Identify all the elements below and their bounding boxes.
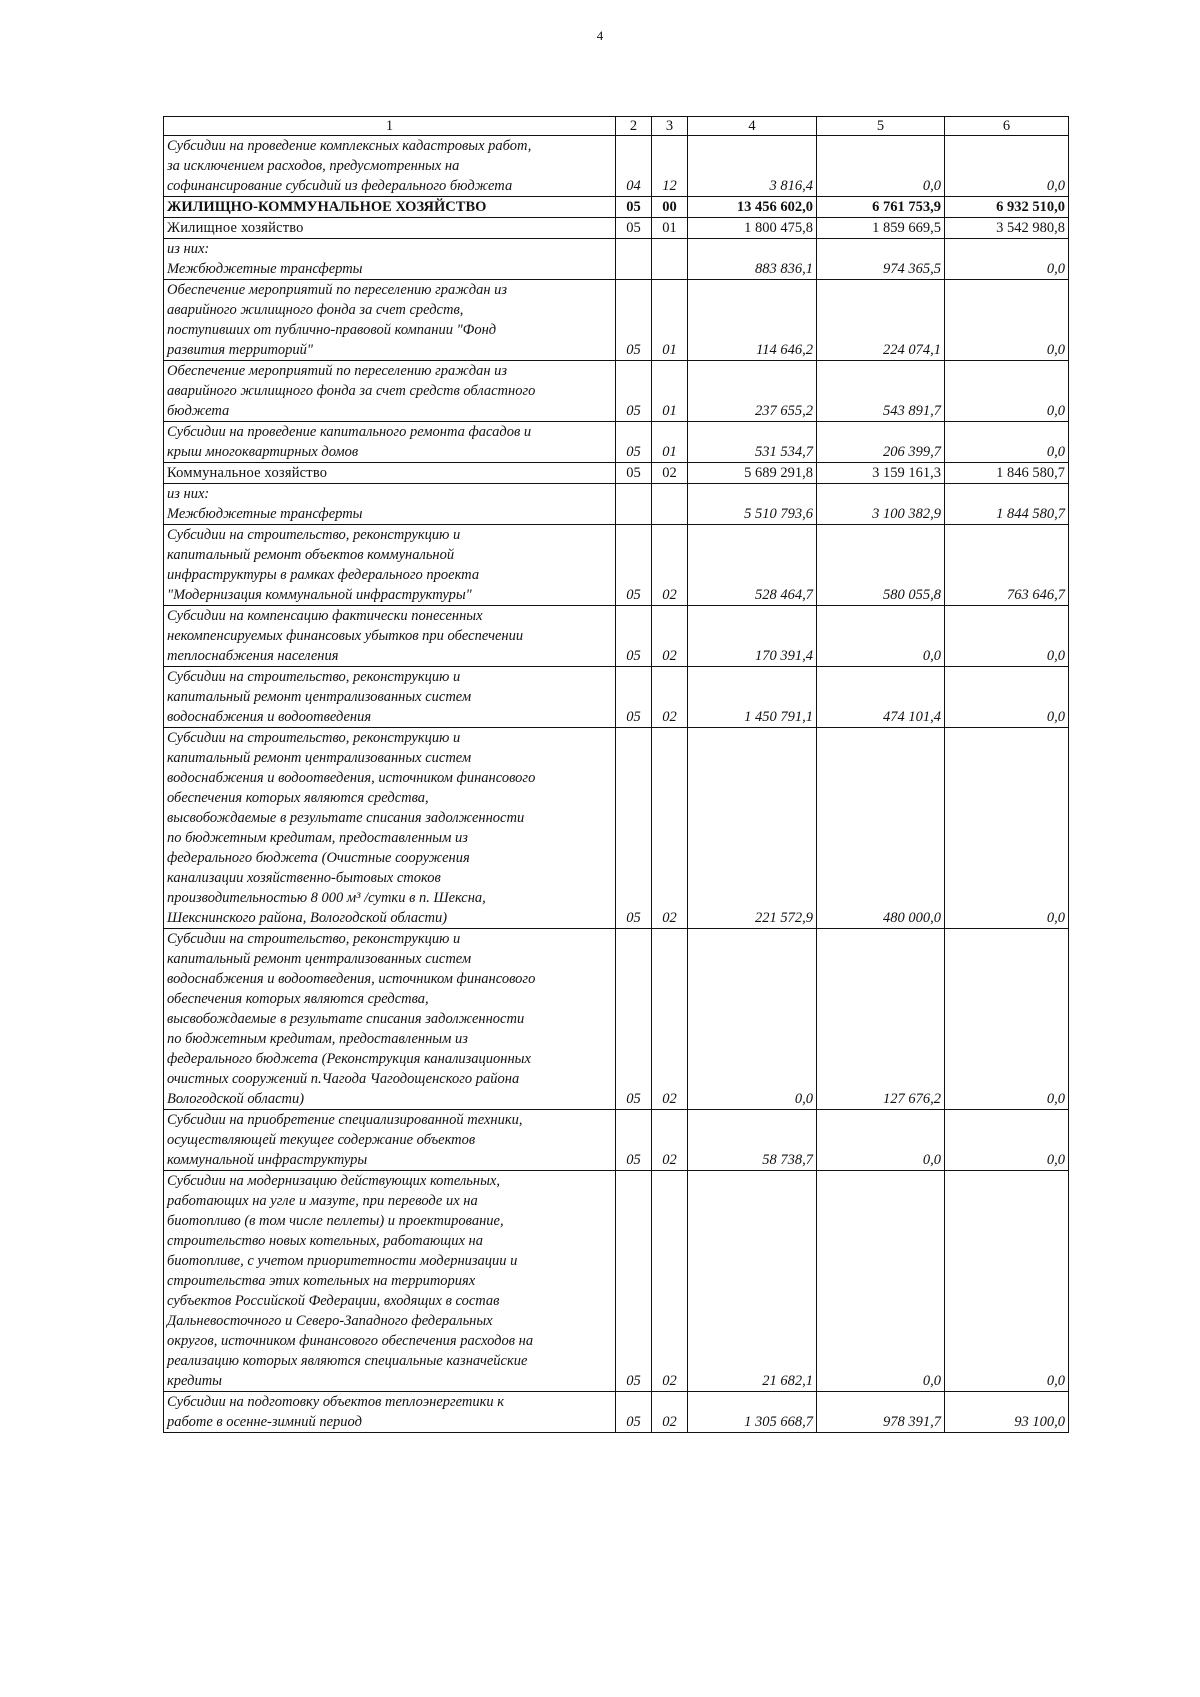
row-title-line: некомпенсируемых финансовых убытков при обеспечении [167, 628, 524, 644]
subsection-code-cell: 12 [652, 136, 688, 197]
header-cell: 6 [945, 117, 1069, 136]
subsection-code-cell: 02 [652, 525, 688, 606]
row-title-cell [164, 728, 616, 929]
section-code-cell: 05 [616, 525, 652, 606]
amount-col6-cell: 1 846 580,7 [945, 463, 1069, 484]
subsection-code-cell: 02 [652, 463, 688, 484]
section-code-cell: 05 [616, 1392, 652, 1433]
row-title-line: осуществляющей текущее содержание объектов [167, 1132, 476, 1148]
section-code-cell: 04 [616, 136, 652, 197]
amount-col5-cell: 224 074,1 [817, 280, 945, 361]
amount-col5-cell: 0,0 [817, 1171, 945, 1392]
table-row [164, 197, 1069, 218]
row-title-line: по бюджетным кредитам, предоставленным из [167, 830, 468, 846]
amount-col4-cell: 58 738,7 [688, 1110, 817, 1171]
table-row [164, 422, 1069, 463]
row-title-line: высвобождаемые в результате списания задолженности [167, 810, 525, 826]
row-title-line: капитальный ремонт централизованных систем [167, 750, 472, 766]
row-title-cell [164, 606, 616, 667]
amount-col5-cell: 974 365,5 [817, 239, 945, 280]
amount-col6-cell: 763 646,7 [945, 525, 1069, 606]
row-title-line: высвобождаемые в результате списания задолженности [167, 1011, 525, 1027]
row-title-cell [164, 361, 616, 422]
amount-col5-cell: 3 100 382,9 [817, 484, 945, 525]
row-title-line: аварийного жилищного фонда за счет средств, [167, 302, 464, 318]
subsection-code-cell: 00 [652, 197, 688, 218]
section-code-cell: 05 [616, 728, 652, 929]
table-row [164, 1171, 1069, 1392]
row-title-line: Вологодской области) [167, 1091, 305, 1107]
row-title-cell [164, 422, 616, 463]
row-title-line: по бюджетным кредитам, предоставленным из [167, 1031, 468, 1047]
row-title-line: Субсидии на подготовку объектов теплоэнергетики к [167, 1394, 505, 1410]
row-title-line: водоснабжения и водоотведения, источником финансового [167, 770, 536, 786]
table-body [164, 136, 1069, 1433]
amount-col4-cell: 5 689 291,8 [688, 463, 817, 484]
row-title-line: Межбюджетные трансферты [167, 506, 363, 522]
table-row [164, 525, 1069, 606]
amount-col4-cell: 21 682,1 [688, 1171, 817, 1392]
table-row [164, 728, 1069, 929]
amount-col4-cell: 1 800 475,8 [688, 218, 817, 239]
row-title-line: Обеспечение мероприятий по переселению граждан из [167, 282, 508, 298]
row-title-line: обеспечения которых являются средства, [167, 991, 429, 1007]
amount-col4-cell: 1 450 791,1 [688, 667, 817, 728]
subsection-code-cell: 02 [652, 667, 688, 728]
section-code-cell: 05 [616, 1110, 652, 1171]
row-title-line: инфраструктуры в рамках федерального проекта [167, 567, 480, 583]
table-row [164, 463, 1069, 484]
row-title-line: Дальневосточного и Северо-Западного федеральных [167, 1313, 493, 1329]
table-row [164, 280, 1069, 361]
row-title-line: обеспечения которых являются средства, [167, 790, 429, 806]
header-cell: 5 [817, 117, 945, 136]
section-code-cell: 05 [616, 1171, 652, 1392]
row-title-cell [164, 1110, 616, 1171]
row-title-line: канализации хозяйственно-бытовых стоков [167, 870, 441, 886]
amount-col4-cell: 237 655,2 [688, 361, 817, 422]
section-code-cell: 05 [616, 667, 652, 728]
amount-col6-cell: 1 844 580,7 [945, 484, 1069, 525]
header-row [164, 117, 1069, 136]
amount-col6-cell: 0,0 [945, 239, 1069, 280]
row-title-cell [164, 667, 616, 728]
row-title-line: Шекснинского района, Вологодской области) [167, 910, 448, 926]
header-cell: 4 [688, 117, 817, 136]
amount-col4-cell: 1 305 668,7 [688, 1392, 817, 1433]
section-code-cell: 05 [616, 280, 652, 361]
amount-col4-cell: 170 391,4 [688, 606, 817, 667]
row-title-line: коммунальной инфраструктуры [167, 1152, 368, 1168]
amount-col6-cell: 0,0 [945, 1171, 1069, 1392]
row-title-line: развития территорий" [167, 342, 314, 358]
row-title-line: Субсидии на строительство, реконструкцию и [167, 669, 461, 685]
row-title-line: из них: [167, 486, 210, 502]
row-title-line: строительства этих котельных на территориях [167, 1273, 476, 1289]
row-title-line: поступивших от публично-правовой компании "Фонд [167, 322, 497, 338]
amount-col6-cell: 93 100,0 [945, 1392, 1069, 1433]
row-title-cell [164, 136, 616, 197]
row-title-line: теплоснабжения населения [167, 648, 339, 664]
section-code-cell: 05 [616, 463, 652, 484]
row-title-line: производительностью 8 000 м³ /сутки в п. Шексна, [167, 890, 486, 906]
subsection-code-cell [652, 239, 688, 280]
table-row [164, 361, 1069, 422]
amount-col6-cell: 0,0 [945, 1110, 1069, 1171]
amount-col6-cell: 0,0 [945, 422, 1069, 463]
row-title-line: Коммунальное хозяйство [167, 465, 328, 481]
row-title-line: капитальный ремонт централизованных систем [167, 689, 472, 705]
row-title-line: за исключением расходов, предусмотренных на [167, 158, 460, 174]
row-title-cell [164, 280, 616, 361]
row-title-cell [164, 1171, 616, 1392]
table-row [164, 667, 1069, 728]
row-title-line: "Модернизация коммунальной инфраструктуры" [167, 587, 472, 603]
row-title-cell [164, 484, 616, 525]
amount-col5-cell: 543 891,7 [817, 361, 945, 422]
header-cell: 1 [164, 117, 616, 136]
subsection-code-cell: 02 [652, 728, 688, 929]
row-title-line: капитальный ремонт централизованных систем [167, 951, 472, 967]
row-title-line: Субсидии на проведение комплексных кадастровых работ, [167, 138, 532, 154]
subsection-code-cell: 02 [652, 1171, 688, 1392]
amount-col5-cell: 127 676,2 [817, 929, 945, 1110]
row-title-line: работающих на угле и мазуте, при переводе их на [167, 1193, 478, 1209]
row-title-line: аварийного жилищного фонда за счет средств областного [167, 383, 536, 399]
amount-col5-cell: 6 761 753,9 [817, 197, 945, 218]
amount-col6-cell: 0,0 [945, 136, 1069, 197]
amount-col6-cell: 0,0 [945, 929, 1069, 1110]
table-row [164, 218, 1069, 239]
amount-col5-cell: 474 101,4 [817, 667, 945, 728]
row-title-line: Субсидии на строительство, реконструкцию и [167, 931, 461, 947]
subsection-code-cell: 01 [652, 361, 688, 422]
row-title-line: очистных сооружений п.Чагода Чагодощенского района [167, 1071, 520, 1087]
section-code-cell: 05 [616, 361, 652, 422]
table-row [164, 1110, 1069, 1171]
row-title-line: работе в осенне-зимний период [167, 1414, 362, 1430]
subsection-code-cell: 02 [652, 1110, 688, 1171]
header-cell: 3 [652, 117, 688, 136]
row-title-line: Субсидии на приобретение специализированной техники, [167, 1112, 523, 1128]
row-title-cell [164, 1392, 616, 1433]
table-row [164, 484, 1069, 525]
row-title-line: Межбюджетные трансферты [167, 261, 363, 277]
amount-col5-cell: 3 159 161,3 [817, 463, 945, 484]
amount-col5-cell: 1 859 669,5 [817, 218, 945, 239]
amount-col5-cell: 580 055,8 [817, 525, 945, 606]
section-code-cell: 05 [616, 422, 652, 463]
amount-col5-cell: 0,0 [817, 1110, 945, 1171]
row-title-line: Субсидии на строительство, реконструкцию и [167, 527, 461, 543]
amount-col4-cell: 3 816,4 [688, 136, 817, 197]
row-title-line: федерального бюджета (Реконструкция канализационных [167, 1051, 531, 1067]
subsection-code-cell: 01 [652, 422, 688, 463]
row-title-line: бюджета [167, 403, 230, 419]
row-title-line: реализацию которых являются специальные казначейские [167, 1353, 528, 1369]
row-title-line: Субсидии на модернизацию действующих котельных, [167, 1173, 500, 1189]
row-title-line: ЖИЛИЩНО-КОММУНАЛЬНОЕ ХОЗЯЙСТВО [167, 199, 487, 215]
row-title-line: крыш многоквартирных домов [167, 444, 359, 460]
amount-col6-cell: 0,0 [945, 361, 1069, 422]
row-title-cell [164, 929, 616, 1110]
row-title-line: биотопливо (в том числе пеллеты) и проектирование, [167, 1213, 504, 1229]
table-row [164, 136, 1069, 197]
row-title-line: Субсидии на проведение капитального ремонта фасадов и [167, 424, 532, 440]
amount-col5-cell: 0,0 [817, 136, 945, 197]
amount-col5-cell: 978 391,7 [817, 1392, 945, 1433]
amount-col4-cell: 5 510 793,6 [688, 484, 817, 525]
row-title-line: федерального бюджета (Очистные сооружения [167, 850, 470, 866]
table-row [164, 929, 1069, 1110]
row-title-line: водоснабжения и водоотведения [167, 709, 372, 725]
section-code-cell: 05 [616, 929, 652, 1110]
table-row [164, 1392, 1069, 1433]
row-title-cell [164, 218, 616, 239]
row-title-cell [164, 239, 616, 280]
row-title-cell [164, 525, 616, 606]
section-code-cell [616, 239, 652, 280]
amount-col6-cell: 0,0 [945, 667, 1069, 728]
row-title-line: кредиты [167, 1373, 222, 1389]
amount-col5-cell: 0,0 [817, 606, 945, 667]
table-row [164, 239, 1069, 280]
row-title-line: из них: [167, 241, 210, 257]
row-title-line: округов, источником финансового обеспечения расходов на [167, 1333, 534, 1349]
amount-col6-cell: 0,0 [945, 728, 1069, 929]
subsection-code-cell: 01 [652, 280, 688, 361]
row-title-line: Субсидии на компенсацию фактически понесенных [167, 608, 483, 624]
budget-table [163, 116, 1069, 1433]
amount-col6-cell: 6 932 510,0 [945, 197, 1069, 218]
header-cell: 2 [616, 117, 652, 136]
page-number: 4 [596, 28, 604, 43]
amount-col4-cell: 531 534,7 [688, 422, 817, 463]
row-title-line: биотопливе, с учетом приоритетности модернизации и [167, 1253, 518, 1269]
amount-col6-cell: 0,0 [945, 280, 1069, 361]
section-code-cell: 05 [616, 218, 652, 239]
amount-col5-cell: 206 399,7 [817, 422, 945, 463]
subsection-code-cell: 01 [652, 218, 688, 239]
amount-col4-cell: 0,0 [688, 929, 817, 1110]
amount-col6-cell: 3 542 980,8 [945, 218, 1069, 239]
row-title-line: Обеспечение мероприятий по переселению граждан из [167, 363, 508, 379]
amount-col4-cell: 13 456 602,0 [688, 197, 817, 218]
amount-col5-cell: 480 000,0 [817, 728, 945, 929]
row-title-cell [164, 197, 616, 218]
row-title-line: капитальный ремонт объектов коммунальной [167, 547, 455, 563]
section-code-cell: 05 [616, 606, 652, 667]
section-code-cell [616, 484, 652, 525]
amount-col4-cell: 528 464,7 [688, 525, 817, 606]
row-title-cell [164, 463, 616, 484]
row-title-line: строительство новых котельных, работающих на [167, 1233, 483, 1249]
row-title-line: Субсидии на строительство, реконструкцию и [167, 730, 461, 746]
row-title-line: Жилищное хозяйство [167, 220, 304, 236]
row-title-line: водоснабжения и водоотведения, источником финансового [167, 971, 536, 987]
section-code-cell: 05 [616, 197, 652, 218]
row-title-line: софинансирование субсидий из федерального бюджета [167, 178, 513, 194]
amount-col4-cell: 114 646,2 [688, 280, 817, 361]
table-row [164, 606, 1069, 667]
row-title-line: субъектов Российской Федерации, входящих в состав [167, 1293, 500, 1309]
subsection-code-cell: 02 [652, 606, 688, 667]
amount-col4-cell: 883 836,1 [688, 239, 817, 280]
subsection-code-cell [652, 484, 688, 525]
subsection-code-cell: 02 [652, 1392, 688, 1433]
amount-col6-cell: 0,0 [945, 606, 1069, 667]
subsection-code-cell: 02 [652, 929, 688, 1110]
amount-col4-cell: 221 572,9 [688, 728, 817, 929]
